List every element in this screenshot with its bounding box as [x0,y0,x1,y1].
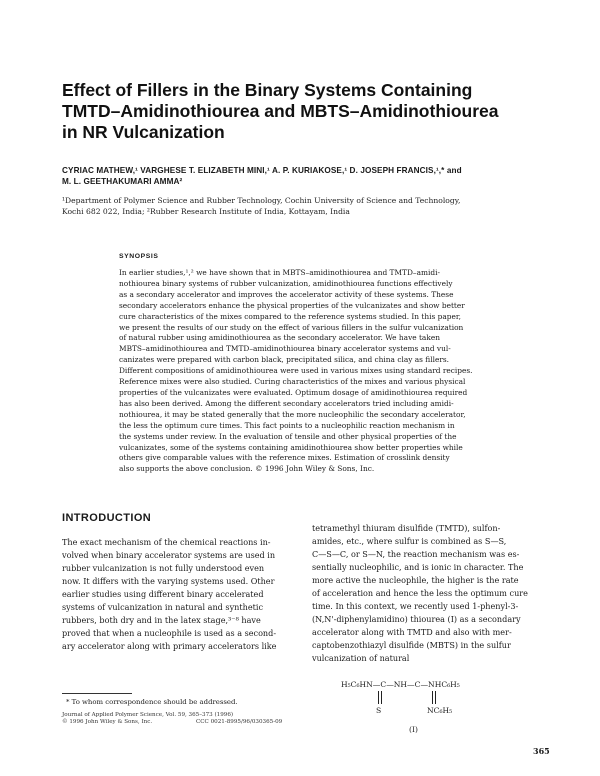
affiliation-line: Kochi 682 022, India; ²Rubber Research Institute of India, Kottayam, India [62,207,350,216]
body-text-line: systems of vulcanization in natural and synthetic [62,602,263,613]
introduction-left-column [62,536,307,653]
body-text-line: volved when binary accelerator systems are used in [62,550,276,561]
synopsis-line: also supports the above conclusion. © 1996 John Wiley & Sons, Inc. [119,464,375,474]
body-text-line: The exact mechanism of the chemical reactions in- [62,537,271,547]
body-text-line: rubber vulcanization is not fully understood even [62,563,265,574]
synopsis-line: secondary accelerators enhance the physical properties of the vulcanizates and show better [119,300,465,310]
body-text-line: of acceleration and hence the less the optimum cure [312,588,528,599]
body-text-line: more active the nucleophile, the higher is the rate [312,575,519,586]
formula-sulfur: S [376,706,382,715]
synopsis-line: nothiourea binary systems of rubber vulcanization, amidinothiourea functions effectively [119,278,453,288]
footnote: * To whom correspondence should be addressed. [66,698,238,706]
synopsis-line: canizates were prepared with carbon black, precipitated silica, and china clay as fillers. [119,355,450,365]
formula-double-bond [381,691,382,704]
synopsis-body [119,268,551,475]
formula-main-chain: H₅C₆HN—C—NH—C—NHC₆H₅ [341,680,460,689]
synopsis-line: we present the results of our study on the effect of various fillers in the sulfur vulcanization [119,322,464,332]
synopsis-line: of natural rubber using amidinothiourea as the secondary accelerator. We have taken [119,333,440,343]
body-text-line: captobenzothiazyl disulfide (MBTS) in the sulfur [312,640,511,651]
title-line: Effect of Fillers in the Binary Systems Containing [62,80,473,100]
formula-double-bond [378,691,379,704]
body-text-line: tetramethyl thiuram disulfide (TMTD), sulfon- [312,523,501,533]
synopsis-line: cure characteristics of the mixes compared to the reference systems studied. In this paper, [119,311,461,321]
introduction-right-column [312,522,556,666]
introduction-heading: INTRODUCTION [62,512,152,524]
synopsis-line: others give comparable values with the reference mixes. Estimation of crosslink density [119,453,450,463]
formula-label: (I) [409,725,418,734]
paper-title [62,80,562,143]
synopsis-line: MBTS–amidinothiourea and TMTD–amidinothiourea binary accelerator systems and vul- [119,344,451,354]
body-text-line: rubbers, both dry and in the latex stage,³⁻⁸ have [62,615,261,626]
structural-formula [341,680,541,750]
body-text-line: now. It differs with the varying systems used. Other [62,576,275,587]
synopsis-line: Different compositions of amidinothiourea were used in various mixes using standard recipes. [119,366,473,376]
affiliations [62,195,552,217]
footnote-rule [62,693,132,694]
body-text-line: C—S—C, or S—N, the reaction mechanism was es- [312,549,520,560]
synopsis-line: the less the optimum cure times. This fact points to a nucleophilic reaction mechanism in [119,420,455,430]
synopsis-line: In earlier studies,¹,² we have shown that in MBTS–amidinothiourea and TMTD–amidi- [119,268,440,277]
journal-ccc-code: CCC 0021-8995/96/030365-09 [196,719,283,726]
formula-nc-group: NC₆H₅ [427,706,453,715]
author-line: M. L. GEETHAKUMARI AMMA² [62,177,183,186]
synopsis-line: nothiourea, it may be stated generally that the more nucleophilic the secondary accelerator, [119,409,466,419]
body-text-line: sentially nucleophilic, and is ionic in character. The [312,562,524,573]
journal-citation: Journal of Applied Polymer Science, Vol. 59, 365–373 (1996) [62,712,234,718]
synopsis-line: has also been derived. Among the different secondary accelerators tried including amidi- [119,398,454,408]
author-line: CYRIAC MATHEW,¹ VARGHESE T. ELIZABETH MINI,¹ A. P. KURIAKOSE,¹ D. JOSEPH FRANCIS,¹,* and [62,166,462,175]
author-list [62,165,552,187]
page-number: 365 [533,746,550,756]
body-text-line: time. In this context, we recently used 1-phenyl-3- [312,601,519,612]
title-line: in NR Vulcanization [62,122,225,142]
body-text-line: accelerator along with TMTD and also with mer- [312,627,512,638]
body-text-line: proved that when a nucleophile is used as a second- [62,628,277,639]
formula-double-bond [435,691,436,704]
body-text-line: (N,N'-diphenylamidino) thiourea (I) as a secondary [312,614,521,625]
body-text-line: amides, etc., where sulfur is combined as S—S, [312,536,507,547]
synopsis-line: the systems under review. In the evaluation of tensile and other physical properties of the [119,431,457,441]
synopsis-line: properties of the vulcanizates were evaluated. Optimum dosage of amidinothiourea required [119,387,468,397]
body-text-line: vulcanization of natural [312,653,410,664]
affiliation-line: ¹Department of Polymer Science and Rubber Technology, Cochin University of Science and Technology, [62,196,461,205]
body-text-line: earlier studies using different binary accelerated [62,589,264,600]
synopsis-line: as a secondary accelerator and improves the accelerator activity of these systems. These [119,289,454,299]
synopsis-heading: SYNOPSIS [119,253,159,260]
journal-copyright: © 1996 John Wiley & Sons, Inc. [62,719,153,726]
title-line: TMTD–Amidinothiourea and MBTS–Amidinothiourea [62,101,499,121]
synopsis-line: Reference mixes were also studied. Curing characteristics of the mixes and various physical [119,377,466,387]
synopsis-line: vulcanizates, some of the systems containing amidinothiourea show better properties while [119,442,463,452]
body-text-line: ary accelerator along with primary accelerators like [62,641,277,652]
formula-double-bond [432,691,433,704]
